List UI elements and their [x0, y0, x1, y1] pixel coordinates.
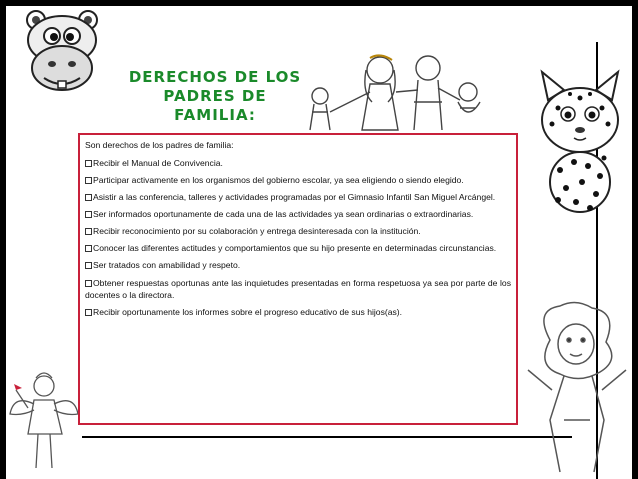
rights-text-box: [78, 133, 518, 425]
right-item: [85, 259, 511, 271]
checkbox-bullet-icon: [85, 245, 92, 252]
right-text: Conocer las diferentes actitudes y comportamientos que su hijo presente en determinadas circunstancias.: [93, 243, 497, 254]
title-line-1: DERECHOS DE LOS: [128, 68, 302, 86]
right-item: [85, 242, 511, 254]
fairy-illustration: [6, 364, 82, 476]
checkbox-bullet-icon: [85, 228, 92, 235]
checkbox-bullet-icon: [85, 194, 92, 201]
leopard-illustration: [530, 50, 630, 220]
right-item: [85, 225, 511, 237]
right-text: Ser tratados con amabilidad y respeto.: [93, 260, 241, 271]
title-line-2: PADRES DE: [163, 87, 267, 105]
right-text: Recibir oportunamente los informes sobre el progreso educativo de sus hijos(as).: [93, 307, 403, 318]
checkbox-bullet-icon: [85, 309, 92, 316]
lion-illustration: [520, 300, 632, 476]
family-illustration: [300, 52, 510, 132]
right-text: Recibir reconocimiento por su colaboración y entrega desinteresada con la institución.: [93, 226, 421, 237]
right-item: [85, 174, 511, 186]
page-title: [110, 68, 320, 125]
checkbox-bullet-icon: [85, 262, 92, 269]
right-text: Participar activamente en los organismos del gobierno escolar, ya sea eligiendo o siendo elegido.: [93, 175, 464, 185]
right-text: Obtener respuestas oportunas ante las inquietudes presentadas en forma respetuosa ya sea por parte de los docentes o la directora.: [85, 277, 511, 300]
checkbox-bullet-icon: [85, 177, 92, 184]
hippo-illustration: [14, 6, 110, 98]
rights-intro: Son derechos de los padres de familia:: [85, 140, 234, 150]
checkbox-bullet-icon: [85, 211, 92, 218]
right-text: Ser informados oportunamente de cada una de las actividades ya sean ordinarias o extraordinarias.: [93, 209, 474, 220]
horizontal-rule: [82, 436, 572, 438]
right-item: [85, 191, 511, 203]
right-item: [85, 208, 511, 220]
right-item: [85, 306, 511, 318]
checkbox-bullet-icon: [85, 280, 92, 287]
frame-right-border: [632, 0, 638, 479]
right-text: Asistir a las conferencia, talleres y actividades programadas por el Gimnasio Infantil San Miguel Arcángel.: [93, 192, 496, 203]
title-line-3: FAMILIA:: [174, 106, 256, 124]
right-item: [85, 157, 511, 169]
right-text: Recibir el Manual de Convivencia.: [93, 157, 223, 168]
right-item: [85, 277, 511, 302]
checkbox-bullet-icon: [85, 160, 92, 167]
